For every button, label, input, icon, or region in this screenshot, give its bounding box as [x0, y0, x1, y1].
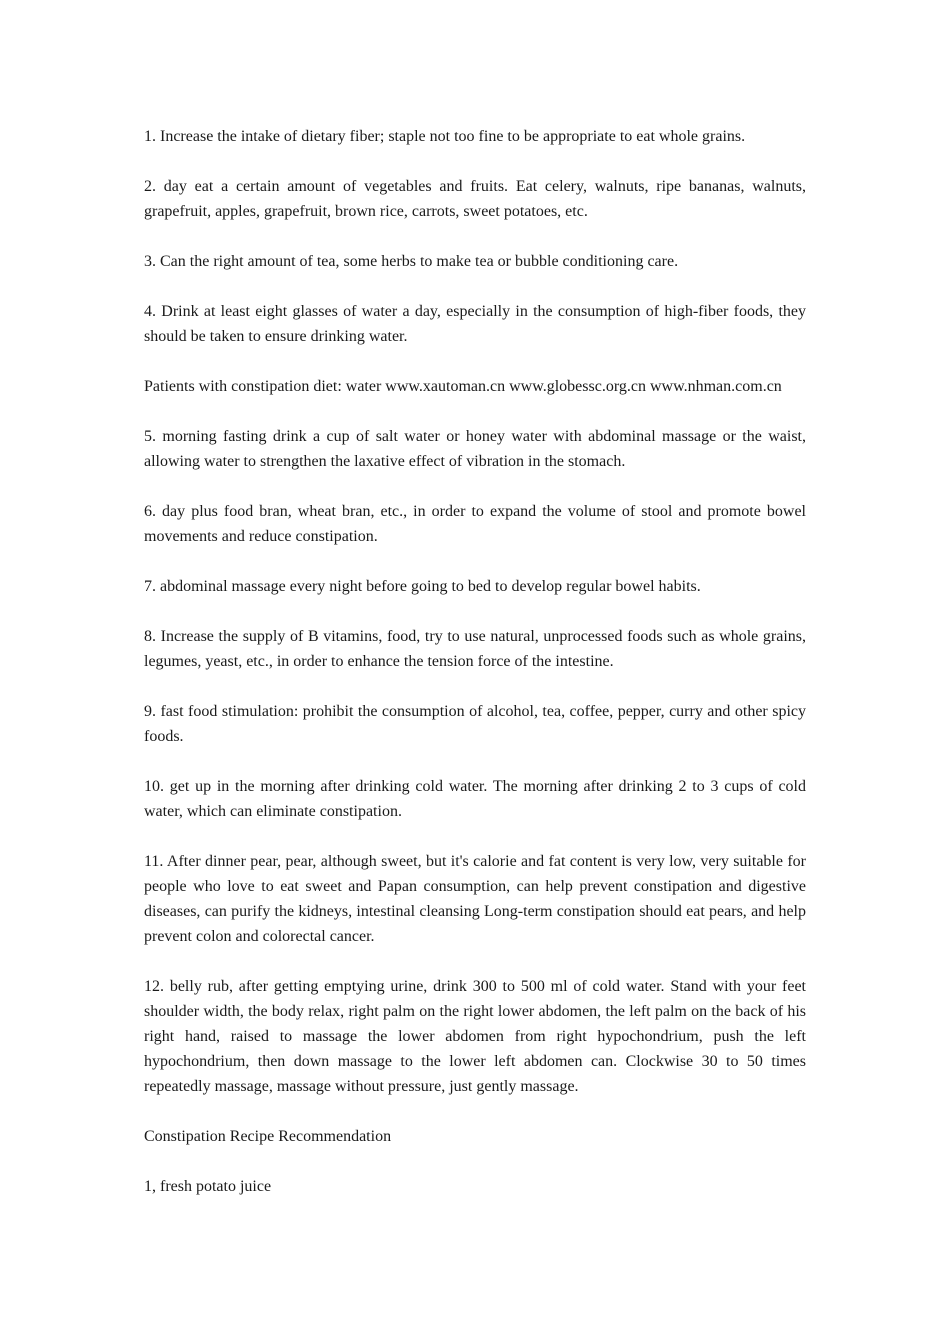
tip-3-tea: 3. Can the right amount of tea, some herbs to make tea or bubble conditioning care.: [144, 253, 679, 270]
tip-5-morning-fasting: 5. morning fasting drink a cup of salt water or honey water with abdominal massage or the waist, allowing water to strengthen the laxative effect of vibration in the stomach.: [144, 428, 806, 470]
tip-12-belly-rub: 12. belly rub, after getting emptying urine, drink 300 to 500 ml of cold water. Stand with your feet shoulder width, the body relax, right palm on the right lower abdomen, the left palm on the back of his right hand, raised to massage the lower abdomen from right hypochondrium, push the left hypochondrium, then down massage to the lower left abdomen can. Clockwise 30 to 50 times repeatedly massage, massage without pressure, just gently massage.: [144, 978, 806, 1095]
tip-2-vegetables-fruits: 2. day eat a certain amount of vegetables and fruits. Eat celery, walnuts, ripe bananas, walnuts, grapefruit, apples, grapefruit, brown rice, carrots, sweet potatoes, etc.: [144, 178, 806, 220]
tip-10-cold-water: 10. get up in the morning after drinking cold water. The morning after drinking 2 to 3 cups of cold water, which can eliminate constipation.: [144, 778, 806, 820]
recipe-heading: Constipation Recipe Recommendation: [144, 1128, 392, 1145]
tip-6-bran: 6. day plus food bran, wheat bran, etc., in order to expand the volume of stool and promote bowel movements and reduce constipation.: [144, 503, 806, 545]
tip-11-pear: 11. After dinner pear, pear, although sweet, but it's calorie and fat content is very low, very suitable for people who love to eat sweet and Papan consumption, can help prevent constipation and digestive diseases, can purify the kidneys, intestinal cleansing Long-term constipation should eat pears, and help prevent colon and colorectal cancer.: [144, 853, 806, 945]
tip-9-food-stimulation: 9. fast food stimulation: prohibit the consumption of alcohol, tea, coffee, pepper, curry and other spicy foods.: [144, 703, 806, 745]
tip-8-b-vitamins: 8. Increase the supply of B vitamins, food, try to use natural, unprocessed foods such as whole grains, legumes, yeast, etc., in order to enhance the tension force of the intestine.: [144, 628, 806, 670]
tip-1-dietary-fiber: 1. Increase the intake of dietary fiber; staple not too fine to be appropriate to eat whole grains.: [144, 128, 746, 145]
document-body: [144, 124, 806, 1199]
recipe-1-potato-juice: 1, fresh potato juice: [144, 1178, 272, 1195]
tip-4-water: 4. Drink at least eight glasses of water a day, especially in the consumption of high-fiber foods, they should be taken to ensure drinking water.: [144, 303, 806, 345]
constipation-diet-links: Patients with constipation diet: water www.xautoman.cn www.globessc.org.cn www.nhman.com.cn: [144, 378, 782, 395]
tip-7-abdominal-massage: 7. abdominal massage every night before going to bed to develop regular bowel habits.: [144, 578, 701, 595]
